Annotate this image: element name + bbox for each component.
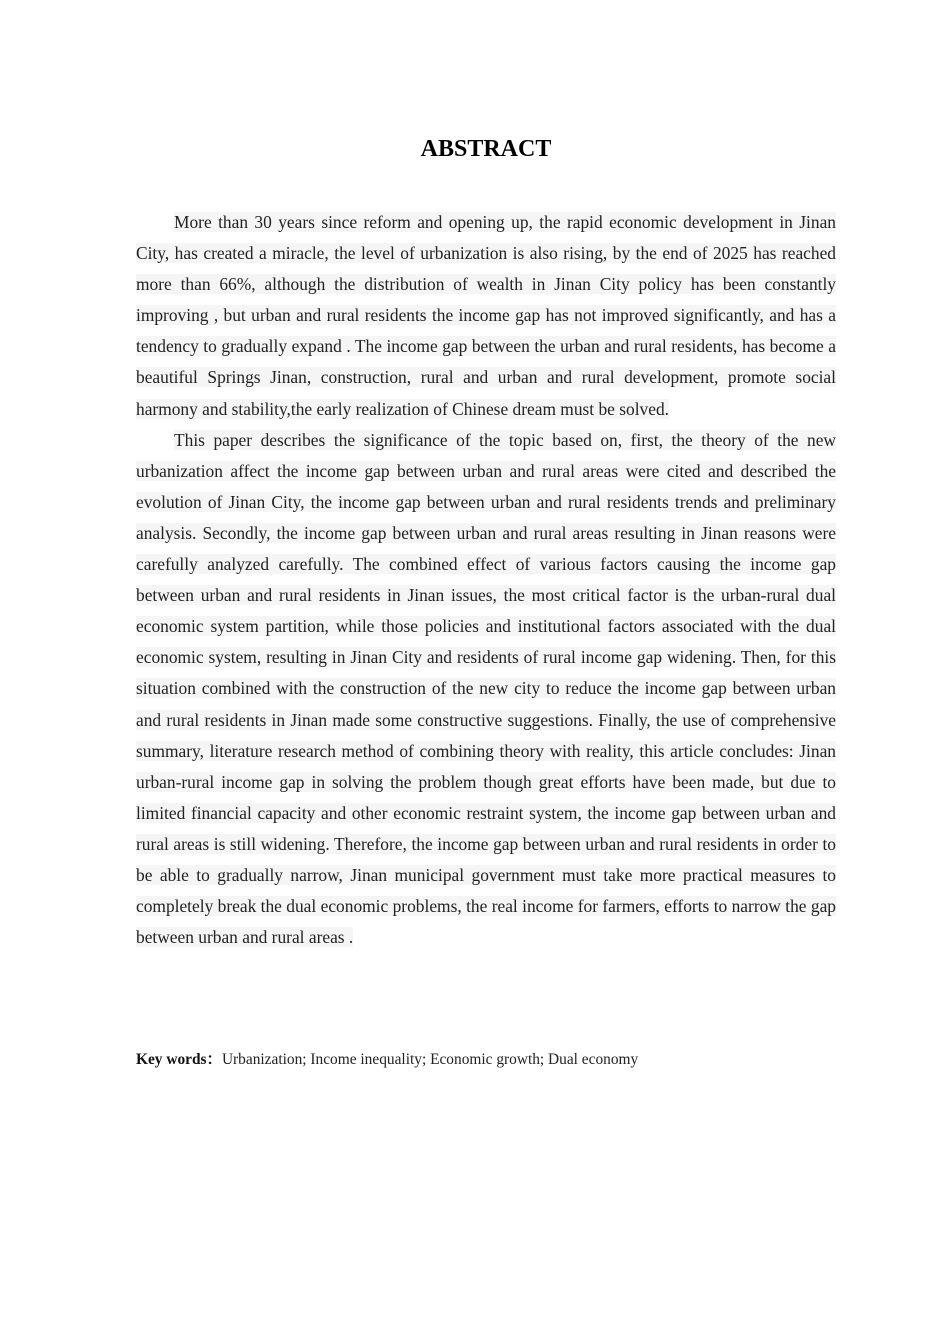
abstract-title: ABSTRACT	[420, 136, 552, 162]
keywords-line	[136, 1049, 836, 1071]
abstract-paragraph-2-text: This paper describes the significance of the topic based on, first, the theory of the new urbanization affect the income gap between urban and rural areas were cited and described the evolution of Jinan City, the income gap between urban and rural residents trends and preliminary analysis. Secondly, the income gap between urban and rural areas resulting in Jinan reasons were carefully analyzed carefully. The combined effect of various factors causing the income gap between urban and rural residents in Jinan issues, the most critical factor is the urban-rural dual economic system partition, while those policies and institutional factors associated with the dual economic system, resulting in Jinan City and residents of rural income gap widening. Then, for this situation combined with the construction of the new city to reduce the income gap between urban and rural residents in Jinan made some constructive suggestions. Finally, the use of comprehensive summary, literature research method of combining theory with reality, this article concludes: Jinan urban-rural income gap in solving the problem though great efforts have been made, but due to limited financial capacity and other economic restraint system, the income gap between urban and rural areas is still widening. Therefore, the income gap between urban and rural residents in order to be able to gradually narrow, Jinan municipal government must take more practical measures to completely break the dual economic problems, the real income for farmers, efforts to narrow the gap between urban and rural areas .	[136, 429, 836, 948]
abstract-paragraph-1-text: More than 30 years since reform and opening up, the rapid economic development in Jinan City, has created a miracle, the level of urbanization is also rising, by the end of 2025 has reached more than 66%, although the distribution of wealth in Jinan City policy has been constantly improving , but urban and rural residents the income gap has not improved significantly, and has a tendency to gradually expand . The income gap between the urban and rural residents, has become a beautiful Springs Jinan, construction, rural and urban and rural development, promote social harmony and stability,the early realization of Chinese dream must be solved.	[136, 212, 836, 419]
abstract-paragraph-1	[136, 207, 836, 425]
abstract-paragraph-2	[136, 425, 836, 954]
keywords-label: Key words：	[136, 1051, 222, 1068]
keywords-list: Urbanization; Income inequality; Economic growth; Dual economy	[221, 1051, 639, 1068]
abstract-body	[136, 207, 836, 953]
